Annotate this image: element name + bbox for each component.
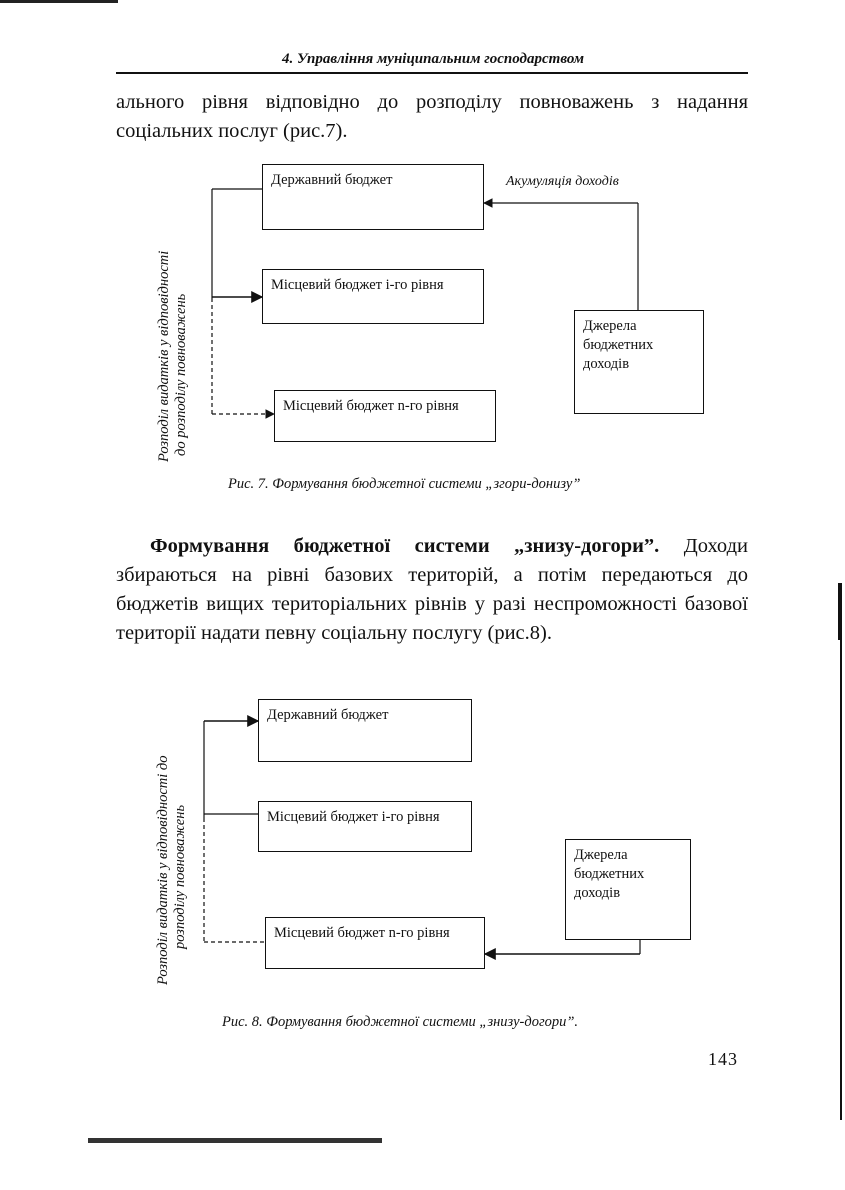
- f8-state-budget-box: [258, 699, 472, 762]
- bottom-scan-smear: [88, 1138, 382, 1143]
- scan-edge-line: [840, 640, 842, 1120]
- f8-local-budget-1-box: [258, 801, 472, 852]
- figure-7-caption: Рис. 7. Формування бюджетної системи „згори-донизу”: [228, 476, 581, 492]
- section-text: Доходи збираються на рівні базових територій, а потім передаються до бюджетів вищих територіальних рівнів у разі неспроможності базової території надати певну соціальну послугу (рис.8).: [116, 535, 748, 644]
- figure-8-caption: Рис. 8. Формування бюджетної системи „знизу-догори”.: [222, 1014, 579, 1030]
- f8-local-budget-n-box: [265, 917, 485, 969]
- f8-state-budget-label: Державний бюджет: [267, 707, 389, 723]
- accumulation-label: Акумуляція доходів: [506, 174, 619, 189]
- page-number: 143: [708, 1049, 738, 1069]
- figure-8-vertical-label-line2: розподілу повноважень: [172, 804, 188, 949]
- intro-text: ального рівня відповідно до розподілу повноважень з надання соціальних послуг (рис.7).: [116, 91, 748, 142]
- state-budget-label: Державний бюджет: [271, 172, 393, 188]
- revenue-sources-label: Джерела бюджетних доходів: [583, 318, 654, 372]
- local-budget-1-label: Місцевий бюджет і-го рівня: [271, 277, 444, 293]
- f8-revenue-sources-box: [565, 839, 691, 940]
- f8-local-budget-1-label: Місцевий бюджет і-го рівня: [267, 809, 440, 825]
- figure-7-vertical-label-line1: Розподіл видатків у відповідності: [156, 250, 172, 462]
- f8-revenue-sources-label: Джерела бюджетних доходів: [574, 847, 645, 901]
- running-header: 4. Управління муніципальним господарством: [281, 51, 585, 67]
- section-title: Формування бюджетної системи „знизу-догори”.: [150, 535, 660, 557]
- local-budget-n-label: Місцевий бюджет n-го рівня: [283, 398, 459, 414]
- figure-8-vertical-label: [155, 756, 189, 985]
- scan-edge-mark: [838, 583, 842, 640]
- f8-local-budget-n-label: Місцевий бюджет n-го рівня: [274, 925, 450, 941]
- figure-8-vertical-label-line1: Розподіл видатків у відповідності до: [155, 755, 171, 985]
- figure-7-vertical-label-line2: до розподілу повноважень: [173, 293, 189, 456]
